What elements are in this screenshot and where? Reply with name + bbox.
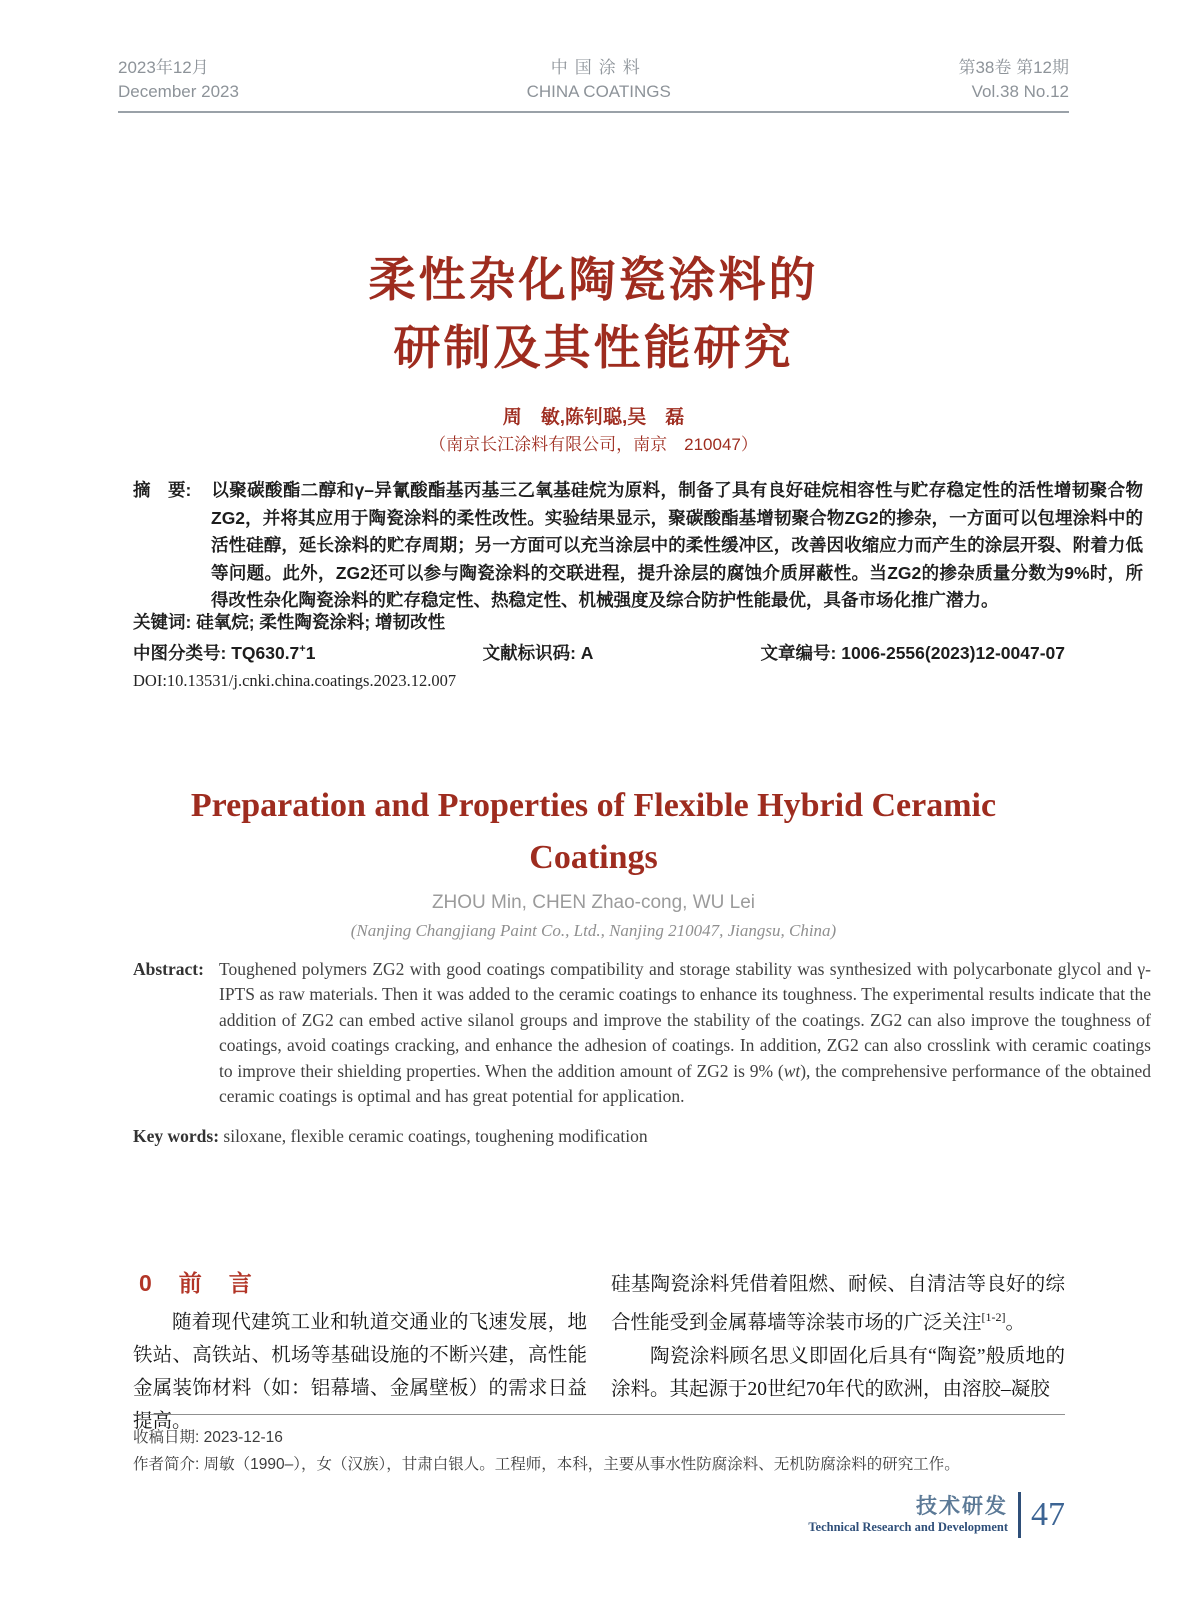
intro-paragraph-2 [611, 1268, 1065, 1340]
keywords-cn: 关键词: 硅氧烷; 柔性陶瓷涂料; 增韧改性 [133, 612, 446, 632]
volume-cn: 第38卷 第12期 [958, 58, 1069, 77]
journal-name-en: CHINA COATINGS [526, 82, 671, 101]
authors-en: ZHOU Min, CHEN Zhao-cong, WU Lei [431, 892, 756, 913]
clc-tail: 1 [305, 643, 316, 663]
header-date-cn: 2023年12月 [118, 58, 209, 77]
abstract-en-italic-wt: wt [783, 1060, 801, 1081]
article-title-cn-line2: 研制及其性能研究 [393, 321, 794, 374]
article-title-en [0, 780, 1187, 884]
clc-number [133, 640, 315, 665]
authors-cn: 周 敏,陈钊聪,吴 磊 [502, 407, 685, 428]
intro-paragraph-2-end: 。 [1005, 1312, 1026, 1334]
header-volume [958, 56, 1069, 104]
intro-paragraph-1: 随着现代建筑工业和轨道交通业的飞速发展，地铁站、高铁站、机场等基础设施的不断兴建，高性能金属装饰材料（如：铝幕墙、金属壁板）的需求日益提高。 [133, 1312, 587, 1432]
page-number: 47 [1031, 1496, 1065, 1533]
abstract-en-label: Abstract: [133, 959, 204, 979]
affiliation-en: (Nanjing Changjiang Paint Co., Ltd., Nanjing 210047, Jiangsu, China) [350, 921, 837, 940]
article-meta-row [133, 640, 1065, 665]
keywords-en-text: siloxane, flexible ceramic coatings, toughening modification [219, 1126, 648, 1146]
abstract-cn-text: 以聚碳酸酯二醇和γ–异氰酸酯基丙基三乙氧基硅烷为原料，制备了具有良好硅烷相容性与贮存稳定性的活性增韧聚合物ZG2，并将其应用于陶瓷涂料的柔性改性。实验结果显示，聚碳酸酯基增韧聚合物ZG2的掺杂，一方面可以包埋涂料中的活性硅醇，延长涂料的贮存周期；另一方面可以充当涂层中的柔性缓冲区，改善因收缩应力而产生的涂层开裂、附着力低等问题。此外，ZG2还可以参与陶瓷涂料的交联进程，提升涂层的腐蚀介质屏蔽性。当ZG2的掺杂质量分数为9%时，所得改性杂化陶瓷涂料的贮存稳定性、热稳定性、机械强度及综合防护性能最优，具备市场化推广潜力。 [211, 480, 1143, 611]
article-title-cn-line1: 柔性杂化陶瓷涂料的 [368, 253, 819, 306]
keywords-en-label: Key words: [133, 1126, 220, 1146]
journal-name-cn: 中国涂料 [550, 58, 647, 77]
clc-main: 中图分类号: TQ630.7 [133, 643, 300, 663]
header-date-en: December 2023 [118, 82, 239, 101]
section-heading-intro: 0 前 言 [139, 1270, 254, 1296]
keywords-en [133, 1126, 1065, 1147]
footer-section-cn: 技术研发 [916, 1495, 1008, 1518]
intro-paragraph-2-text: 硅基陶瓷涂料凭借着阻燃、耐候、自清洁等良好的综合性能受到金属幕墙等涂装市场的广泛关注 [611, 1274, 1065, 1334]
affiliation-cn: （南京长江涂料有限公司，南京 210047） [429, 435, 758, 454]
author-bio: 作者简介: 周敏（1990–），女（汉族），甘肃白银人。工程师，本科，主要从事水性防腐涂料、无机防腐涂料的研究工作。 [133, 1456, 960, 1473]
header-date [118, 56, 239, 104]
page-footer [808, 1492, 1065, 1538]
abstract-en-text-2: ), the comprehensive performance of the obtained ceramic coatings is optimal and has great potential for application. [219, 1060, 1151, 1107]
volume-en: Vol.38 No.12 [971, 82, 1069, 101]
header-journal-name [527, 56, 671, 104]
abstract-cn [133, 477, 1143, 615]
doi: DOI:10.13531/j.cnki.china.coatings.2023.12.007 [133, 671, 457, 690]
article-title-en-line2: Coatings [529, 839, 658, 876]
footer-section-en: Technical Research and Development [808, 1520, 1008, 1534]
article-title-en-line1: Preparation and Properties of Flexible Hybrid Ceramic [190, 787, 997, 824]
journal-header [118, 56, 1069, 113]
received-date: 收稿日期: 2023-12-16 [133, 1429, 283, 1446]
document-code: 文献标识码: A [482, 643, 594, 663]
intro-paragraph-3: 陶瓷涂料顾名思义即固化后具有“陶瓷”般质地的涂料。其起源于20世纪70年代的欧洲，由溶胶–凝胶 [611, 1345, 1065, 1400]
abstract-en-text-1: Toughened polymers ZG2 with good coatings compatibility and storage stability was synthesized with polycarbonate glycol and γ-IPTS as raw materials. Then it was added to the ceramic coatings to enhance its toughness. The experimental results indicate that the addition of ZG2 can embed active silanol groups and improve the stability of the coatings. ZG2 can also improve the toughness of coatings, avoid coatings cracking, and enhance the adhesion of coatings. In addition, ZG2 can also crosslink with ceramic coatings to improve their shielding properties. When the addition amount of ZG2 is 9% ( [219, 959, 1151, 1081]
article-title-cn [0, 246, 1187, 382]
footer-section [808, 1495, 1018, 1535]
body-columns [133, 1258, 1065, 1438]
body-column-right [611, 1268, 1065, 1438]
clc-superscript: + [299, 643, 306, 656]
abstract-cn-label: 摘 要: [133, 480, 192, 500]
footnote [133, 1414, 1065, 1478]
abstract-en [133, 957, 1151, 1109]
citation-ref-1-2: [1-2] [981, 1310, 1006, 1324]
body-column-left [133, 1258, 587, 1438]
article-number: 文章编号: 1006-2556(2023)12-0047-07 [760, 643, 1065, 663]
